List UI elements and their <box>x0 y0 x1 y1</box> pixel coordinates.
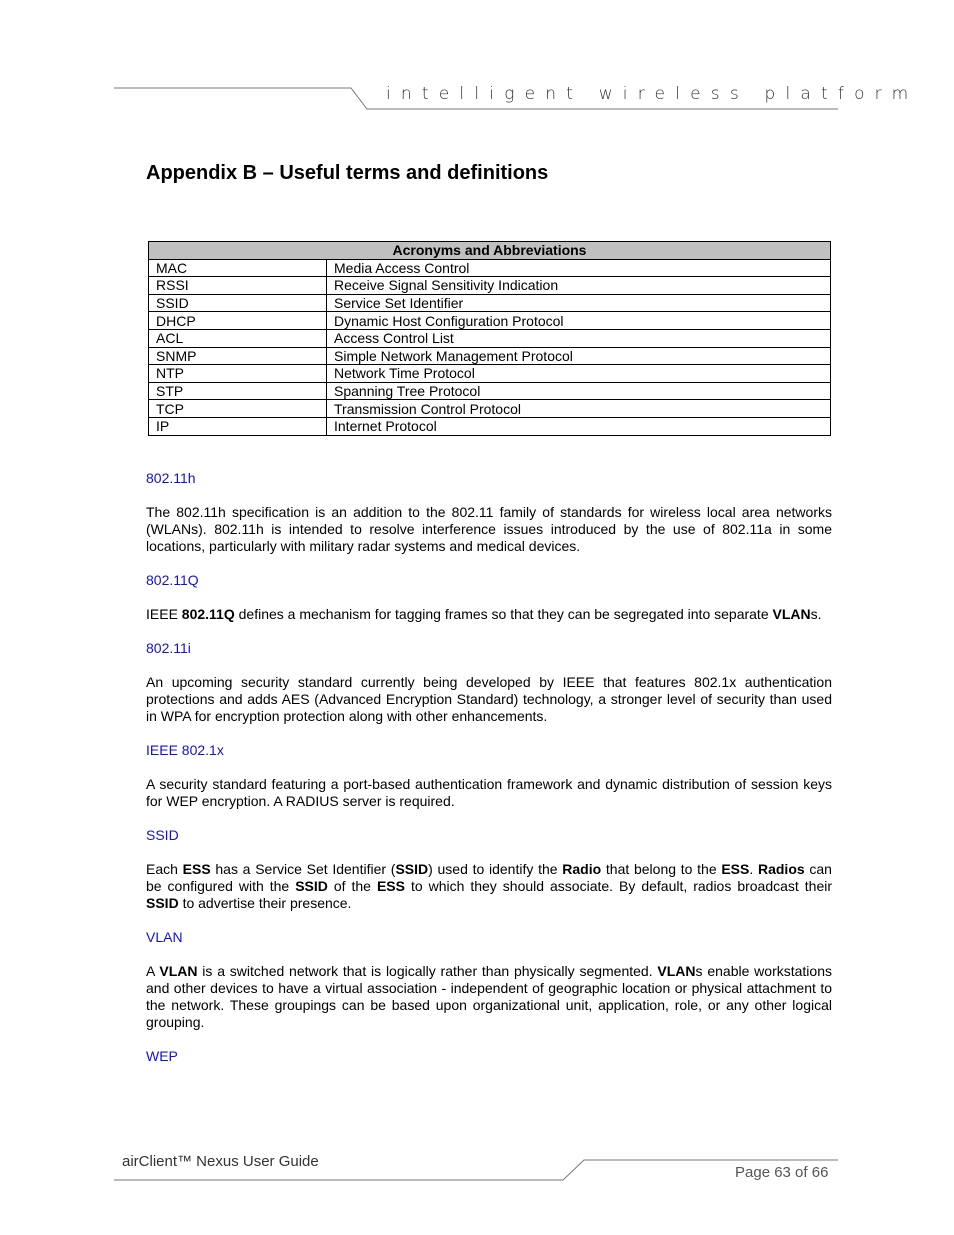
heading-ssid: SSID <box>146 827 179 843</box>
table-row <box>149 294 831 312</box>
acronym: TCP <box>149 400 327 418</box>
acronym-meaning: Transmission Control Protocol <box>327 400 831 418</box>
header-tagline: intelligent wireless platform <box>386 84 919 104</box>
definition-vlan: A VLAN is a switched network that is logically rather than physically segmented. VLANs enable workstations and other devices to have a virtual association - independent of geographic location or physical attachment to the network. These groupings can be based upon organizational unit, application, role, or any other logical grouping. <box>146 963 832 1030</box>
definition-80211h: The 802.11h specification is an addition to the 802.11 family of standards for wireless local area networks (WLANs). 802.11h is intended to resolve interference issues introduced by the use of 802.11a in some locations, particularly with military radar systems and medical devices. <box>146 504 832 554</box>
table-row <box>149 259 831 277</box>
heading-wep: WEP <box>146 1048 178 1064</box>
page-title: Appendix B – Useful terms and definitions <box>146 162 549 184</box>
acronym-meaning: Dynamic Host Configuration Protocol <box>327 312 831 330</box>
definition-ieee-8021x: A security standard featuring a port-based authentication framework and dynamic distribution of session keys for WEP encryption. A RADIUS server is required. <box>146 776 832 809</box>
acronym-meaning: Network Time Protocol <box>327 365 831 383</box>
acronym: IP <box>149 417 327 435</box>
acronym-meaning: Media Access Control <box>327 259 831 277</box>
footer-page-number: Page 63 of 66 <box>735 1164 829 1181</box>
acronym: SSID <box>149 294 327 312</box>
acronym-meaning: Internet Protocol <box>327 417 831 435</box>
table-row <box>149 277 831 295</box>
acronym: ACL <box>149 329 327 347</box>
heading-80211q: 802.11Q <box>146 572 199 588</box>
table-row <box>149 312 831 330</box>
acronyms-table-header: Acronyms and Abbreviations <box>149 242 831 260</box>
acronym: DHCP <box>149 312 327 330</box>
table-row <box>149 400 831 418</box>
heading-ieee-8021x: IEEE 802.1x <box>146 742 224 758</box>
acronym: STP <box>149 382 327 400</box>
acronym: SNMP <box>149 347 327 365</box>
acronym-meaning: Spanning Tree Protocol <box>327 382 831 400</box>
table-row <box>149 417 831 435</box>
acronyms-table <box>148 241 831 436</box>
table-row <box>149 347 831 365</box>
definition-ssid: Each ESS has a Service Set Identifier (SSID) used to identify the Radio that belong to the ESS. Radios can be configured with the SSID of the ESS to which they should associate. By default, radios broadcast their SSID to advertise their presence. <box>146 861 833 911</box>
acronym-meaning: Access Control List <box>327 329 831 347</box>
table-row <box>149 329 831 347</box>
acronym-meaning: Service Set Identifier <box>327 294 831 312</box>
heading-80211h: 802.11h <box>146 470 196 486</box>
acronym: RSSI <box>149 277 327 295</box>
acronym-meaning: Receive Signal Sensitivity Indication <box>327 277 831 295</box>
footer-product: airClient™ Nexus User Guide <box>122 1153 319 1170</box>
acronym: MAC <box>149 259 327 277</box>
definition-80211i: An upcoming security standard currently being developed by IEEE that features 802.1x authentication protections and adds AES (Advanced Encryption Standard) technology, a stronger level of security than used in WPA for encryption protection along with other enhancements. <box>146 674 832 724</box>
table-row <box>149 382 831 400</box>
definition-80211q: IEEE 802.11Q defines a mechanism for tagging frames so that they can be segregated into separate VLANs. <box>146 606 822 622</box>
definitions <box>146 470 832 1082</box>
acronym-meaning: Simple Network Management Protocol <box>327 347 831 365</box>
heading-80211i: 802.11i <box>146 640 191 656</box>
acronym: NTP <box>149 365 327 383</box>
table-row <box>149 365 831 383</box>
heading-vlan: VLAN <box>146 929 183 945</box>
